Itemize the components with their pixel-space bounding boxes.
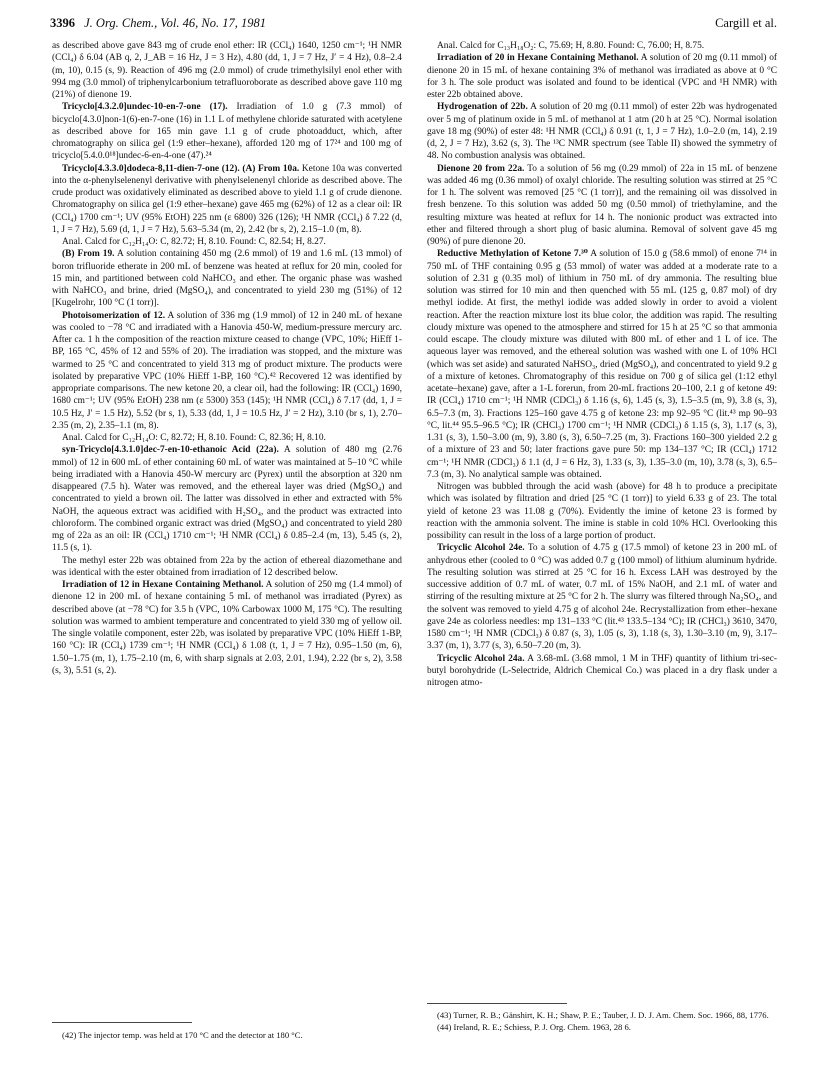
paragraph bbox=[52, 555, 402, 580]
paragraph bbox=[52, 248, 402, 309]
paragraph bbox=[52, 236, 402, 248]
paragraph-heading: Reductive Methylation of Ketone 7.³⁰ bbox=[437, 249, 588, 260]
header-left bbox=[50, 16, 266, 31]
paragraph-text: Nitrogen was bubbled through the acid wash (above) for 48 h to produce a precipitate which was isolated by filtration and dried [25 °C (1 torr)] to yield 6.33 g of 23. The total yield of ketone 23 was 11.08 g (70%). Evidently the imine of ketone 23 is formed by reaction with the ammonia solvent. The imine is stable in cold 10% HCl. Overlooking this possibility can result in the loss of a large portion of product. bbox=[427, 482, 777, 541]
paragraph-text: Anal. Calcd for C₁₃H₁₈O₂: C, 75.69; H, 8.80. Found: C, 76.00; H, 8.75. bbox=[437, 41, 705, 51]
paragraph-text: To a solution of 4.75 g (17.5 mmol) of ketone 23 in 200 mL of anhydrous ether (cooled to 0 °C) was added 0.7 g (100 mmol) of lithium aluminum hydride. The resulting solution was stirred at 25 °C for 16 h. Excess LAH was destroyed by the successive addition of 0.7 mL of water, 0.7 mL of 15% NaOH, and 2.1 mL of water and stirring of the resulting mixture at 25 °C for 2 h. The slurry was filtered through Na₂SO₄, and the solvent was removed to yield 4.75 g of alcohol 24e. Recrystallization from ether–hexane gave 24e as colorless needles: mp 131–133 °C (lit.⁴³ 133.5–134 °C); IR (CHCl₃) 3610, 3470, 1580 cm⁻¹; ¹H NMR (CDCl₃) δ 0.87 (s, 3), 1.05 (s, 3), 1.18 (s, 3), 1.30–3.10 (m, 9), 3.17–3.37 (m, 1), 3.77 (s, 3), 6.50–7.20 (m, 3). bbox=[427, 543, 777, 652]
paragraph bbox=[427, 542, 777, 652]
paragraph-heading: Hydrogenation of 22b. bbox=[437, 102, 528, 113]
paragraph-heading: Tricyclic Alcohol 24a. bbox=[437, 653, 525, 664]
paragraph-heading: Dienone 20 from 22a. bbox=[437, 163, 525, 174]
paragraph-heading: (B) From 19. bbox=[62, 249, 115, 260]
page-header bbox=[50, 16, 777, 34]
paragraph-text: A solution of 250 mg (1.4 mmol) of dienone 12 in 200 mL of hexane containing 5 mL of methanol was irradiated (Pyrex) as described above (at −78 °C) for 3.5 h (VPC, 10% Carbowax 1000 M, 175 °C). The resulting solution was warmed to ambient temperature and concentrated to yield 330 mg of yellow oil. The single volatile component, ester 22b, was isolated by preparative VPC (10% HiEff 1-BP, 160 °C): IR (CCl₄) 1739 cm⁻¹; ¹H NMR (CCl₄) δ 1.08 (t, 1, J = 7 Hz), 0.95–1.50 (m, 6), 1.50–1.75 (m, 1), 1.75–2.10 (m, 6, with sharp signals at 2.03, 2.01, 1.94), 2.22 (br s, 2), 3.58 (s, 3), 5.51 (s, 2). bbox=[52, 580, 402, 676]
paragraph-text: A solution of 336 mg (1.9 mmol) of 12 in 240 mL of hexane was cooled to −78 °C and irradiated with a Hanovia 450-W, medium-pressure mercury arc. After ca. 1 h the composition of the reaction mixture ceased to change (VPC, 10%; HiEff 1-BP, 165 °C, 45% of 12 and 55% of 20). The irradiation was stopped, and the mixture was warmed to 25 °C and concentrated to yield 313 mg of product mixture. The products were isolated by preparative VPC (10% HiEff 1-BP, 160 °C).⁴² Recovered 12 was identified by appropriate comparisons. The new ketone 20, a clear oil, had the following: IR (CCl₄) 1690, 1680 cm⁻¹; UV (95% EtOH) 238 nm (ε 5300) 353 (145); ¹H NMR (CCl₄) δ 7.17 (dd, 1, J = 10.5 Hz, J′ = 1.5 Hz), 5.52 (br s, 1), 5.33 (dd, 1, J = 10.5 Hz, J′ = 2 Hz), 3.10 (br s, 1), 2.70–2.35 (m, 2), 2.35–1.1 (m, 8). bbox=[52, 310, 402, 431]
paragraph-heading: Irradiation of 20 in Hexane Containing Methanol. bbox=[437, 53, 639, 64]
paragraph-text: as described above gave 843 mg of crude enol ether: IR (CCl₄) 1640, 1250 cm⁻¹; ¹H NMR (CCl₄) δ 6.04 (AB q, 2, J_AB = 16 Hz, J = 3 Hz), 4.80 (dd, 1, J = 7 Hz, J′ = 4 Hz), 0.8–2.4 (m, 10), 0.15 (s, 9). Reaction of 496 mg (2.0 mmol) of crude trimethylsilyl enol ether with 994 mg (3.0 mmol) of triphenylcarbonium tetrafluoroborate as described above gave 110 mg (21%) of dienone 19. bbox=[52, 41, 402, 100]
paragraph-text: Irradiation of 1.0 g (7.3 mmol) of bicyclo[4.3.0]non-1(6)-en-7-one (16) in 1.1 L of methylene chloride saturated with acetylene as described above for 165 min gave 1.1 g of crude photoadduct, which, after chromatography on silica gel (1:9 ether–hexane), afforded 120 mg of 17²⁴ and 100 mg of tricyclo[5.4.0.0¹⁸]undec-6-en-4-one (47).²⁴ bbox=[52, 102, 402, 162]
right-column bbox=[427, 40, 777, 689]
paragraph-text: A solution containing 450 mg (2.6 mmol) of 19 and 1.6 mL (13 mmol) of boron trifluoride etherate in 200 mL of benzene was heated at reflux for 20 min, cooled for 15 min, and partitioned between cold NaHCO₃ and ether. The organic phase was washed with NaHCO₃ and brine, dried (MgSO₄), and concentrated to yield 230 mg (51%) of 12 [Kugelrohr, 100 °C (1 torr)]. bbox=[52, 249, 402, 309]
left-column bbox=[52, 40, 402, 677]
paragraph-text: A solution of 20 mg (0.11 mmol) of dienone 20 in 15 mL of hexane containing 3% of methanol was irradiated as above at 0 °C for 3 h. The sole product was isolated and found to be identical (VPC and ¹H NMR) with ester 22b obtained above. bbox=[427, 53, 777, 100]
paragraph bbox=[427, 248, 777, 481]
paragraph-heading: Irradiation of 12 in Hexane Containing Methanol. bbox=[62, 580, 264, 590]
paragraph bbox=[52, 40, 402, 101]
footnote: (44) Ireland, R. E.; Schiess, P. J. Org. Chem. 1963, 28 6. bbox=[437, 1022, 631, 1032]
paragraph-heading: Tricyclo[4.3.3.0]dodeca-8,11-dien-7-one (12). (A) From 10a. bbox=[62, 163, 300, 174]
running-authors: Cargill et al. bbox=[715, 16, 777, 30]
paragraph-heading: Tricyclic Alcohol 24e. bbox=[437, 543, 525, 554]
paragraph bbox=[427, 52, 777, 101]
footnotes-left bbox=[52, 1030, 402, 1042]
paragraph bbox=[52, 310, 402, 433]
paragraph-text: Anal. Calcd for C₁₂H₁₄O: C, 82.72; H, 8.10. Found: C, 82.36; H, 8.10. bbox=[62, 433, 326, 443]
paragraph-text: Anal. Calcd for C₁₂H₁₄O: C, 82.72; H, 8.10. Found: C, 82.54; H, 8.27. bbox=[62, 237, 326, 247]
paragraph-text: To a solution of 56 mg (0.29 mmol) of 22a in 15 mL of benzene was added 46 mg (0.36 mmol) of oxalyl chloride. The resulting solution was stirred at 25 °C for 1 h. The solvent was removed [25 °C (1 torr)], and the remaining oil was dissolved in fresh benzene. To this solution was added 50 mg (0.50 mmol) of triethylamine, and the resulting mixture was heated at reflux for 14 h. The nonionic product was extracted into ether and filtered through a short plug of basic alumina. Removal of solvent gave 45 mg (90%) of pure dienone 20. bbox=[427, 163, 777, 247]
paragraph bbox=[427, 163, 777, 249]
paragraph-text: Ketone 10a was converted into the α-phenylselenenyl derivative with phenylselenenyl chloride as described above. The crude product was oxidatively eliminated as described above to yield 1.1 g of crude dienone. Chromatography on silica gel (1:9 ether–hexane) gave 465 mg (62%) of 12 as a clear oil: IR (CCl₄) 1700 cm⁻¹; UV (95% EtOH) 225 nm (ε 6800) 326 (126); ¹H NMR (CCl₄) δ 7.22 (d, 1, J = 7 Hz), 5.69 (d, 1, J = 7 Hz), 5.63–5.34 (m, 2), 2.42 (br s, 2), 2.15–1.0 (m, 8). bbox=[52, 163, 402, 235]
paragraph-text: A solution of 20 mg (0.11 mmol) of ester 22b was hydrogenated over 5 mg of platinum oxide in 5 mL of methanol at 1 atm (20 h at 25 °C). Normal isolation gave 18 mg (90%) of ester 48: ¹H NMR (CCl₄) δ 0.91 (t, 1, J = 7 Hz), 1.0–2.0 (m, 14), 2.19 (d, 2, J = 7 Hz), 3.62 (s, 3). The ¹³C NMR spectrum (see Table II) showed the symmetry of 48. No combustion analysis was obtained. bbox=[427, 102, 777, 162]
paragraph bbox=[427, 101, 777, 162]
footnote: (42) The injector temp. was held at 170 °C and the detector at 180 °C. bbox=[62, 1030, 303, 1040]
paragraph-text: A solution of 15.0 g (58.6 mmol) of enone 7¹⁴ in 750 mL of THF containing 0.95 g (53 mmol) of water was added at a moderate rate to a solution of 2.31 g (0.35 mol) of lithium in 750 mL of dry ammonia. The resulting blue solution was stirred for 10 min and then quenched with 55 mL (125 g, 0.87 mol) of dry methyl iodide. At first, the methyl iodide was added slowly in order to avoid a violent reaction. After the reaction mixture lost its blue color, the addition was rapid. The resulting cloudy mixture was opened to the atmosphere and stirred for 15 h at 25 °C so that ammonia could escape. The cloudy mixture was diluted with 800 mL of ether and 1 L of ice. The aqueous layer was removed, and the ethereal solution was washed with one L of 10% HCl (which was set aside) and saturated NaHSO₃, dried (MgSO₄), and concentrated to yield 9.2 g of a mixture of ketones. Chromatography of this residue on 700 g of silica gel (1:12 ethyl acetate–hexane) gave, after a 1-L forerun, from 20-mL fractions 20–100, 2.1 g of ketone 49: IR (CCl₄) 1710 cm⁻¹; ¹H NMR (CDCl₃) δ 1.16 (s, 6), 1.45 (s, 3), 1.5–3.5 (m, 9), 3.8 (s, 3), 6.5–7.3 (m, 3). Fractions 125–160 gave 4.75 g of ketone 23: mp 92–95 °C (lit.⁴³ mp 90–93 °C, lit.⁴⁴ 95.5–96.5 °C); IR (CHCl₃) 1700 cm⁻¹; ¹H NMR (CDCl₃) δ 1.15 (s, 3), 1.17 (s, 3), 1.31 (s, 3), 1.50–3.00 (m, 9), 3.80 (s, 3), 6.50–7.25 (m, 3). Fractions 160–300 yielded 2.2 g of a mixture of 23 and 50; later fractions gave pure 50: mp 134–137 °C; IR (CCl₄) 1712 cm⁻¹; ¹H NMR (CDCl₃) δ 1.1 (d, J = 6 Hz, 3), 1.33 (s, 3), 1.35–3.0 (m, 10), 3.78 (s, 3), 6.5–7.3 (m, 3). No analytical sample was obtained. bbox=[427, 249, 777, 480]
paragraph bbox=[52, 101, 402, 162]
paragraph-text: A 3.68-mL (3.68 mmol, 1 M in THF) quantity of lithium tri-sec-butyl borohydride (L-Selectride, Aldrich Chemical Co.) was placed in a dry flask under a nitrogen atmo- bbox=[427, 653, 778, 688]
paragraph bbox=[427, 481, 777, 542]
paragraph bbox=[52, 444, 402, 554]
paragraph bbox=[427, 40, 777, 52]
paragraph bbox=[52, 432, 402, 444]
paragraph-heading: Photoisomerization of 12. bbox=[62, 310, 166, 321]
paragraph-text: A solution of 480 mg (2.76 mmol) of 12 in 600 mL of ether containing 60 mL of water was maintained at 5–10 °C while being irradiated with a Hanovia 450-W mercury arc (Pyrex) until the absorption at 320 nm disappeared (7.5 h). Water was removed, and the ethereal layer was dried (MgSO₄) and concentrated to yield a brown oil. The latter was dissolved in ether and extracted with 5% NaOH, the aqueous extract was acidified with H₂SO₄, and the product was extracted into chloroform. The combined organic extract was dried (MgSO₄) and concentrated to yield 280 mg of 22a as an oil: IR (CCl₄) 1710 cm⁻¹; ¹H NMR (CCl₄) δ 0.85–2.4 (m, 13), 5.45 (s, 2), 11.5 (s, 1). bbox=[52, 445, 402, 554]
page-number: 3396 bbox=[50, 16, 75, 30]
journal-citation: J. Org. Chem., Vol. 46, No. 17, 1981 bbox=[84, 16, 266, 30]
paragraph-heading: Tricyclo[4.3.2.0]undec-10-en-7-one (17). bbox=[62, 102, 228, 113]
paragraph bbox=[52, 163, 402, 237]
paragraph bbox=[427, 653, 777, 690]
paragraph-heading: syn-Tricyclo[4.3.1.0]dec-7-en-10-ethanoic Acid (22a). bbox=[62, 445, 279, 456]
footnotes-right bbox=[427, 1010, 777, 1034]
footnote-rule-left bbox=[52, 1022, 192, 1023]
footnote-rule-right bbox=[427, 1003, 567, 1004]
paragraph-text: The methyl ester 22b was obtained from 22a by the action of ethereal diazomethane and was identical with the ester obtained from irradiation of 12 described below. bbox=[52, 555, 402, 578]
paragraph bbox=[52, 579, 402, 677]
footnote: (43) Turner, R. B.; Gänshirt, K. H.; Shaw, P. E.; Tauber, J. D. J. Am. Chem. Soc. 1966, 88, 1776. bbox=[437, 1010, 769, 1020]
